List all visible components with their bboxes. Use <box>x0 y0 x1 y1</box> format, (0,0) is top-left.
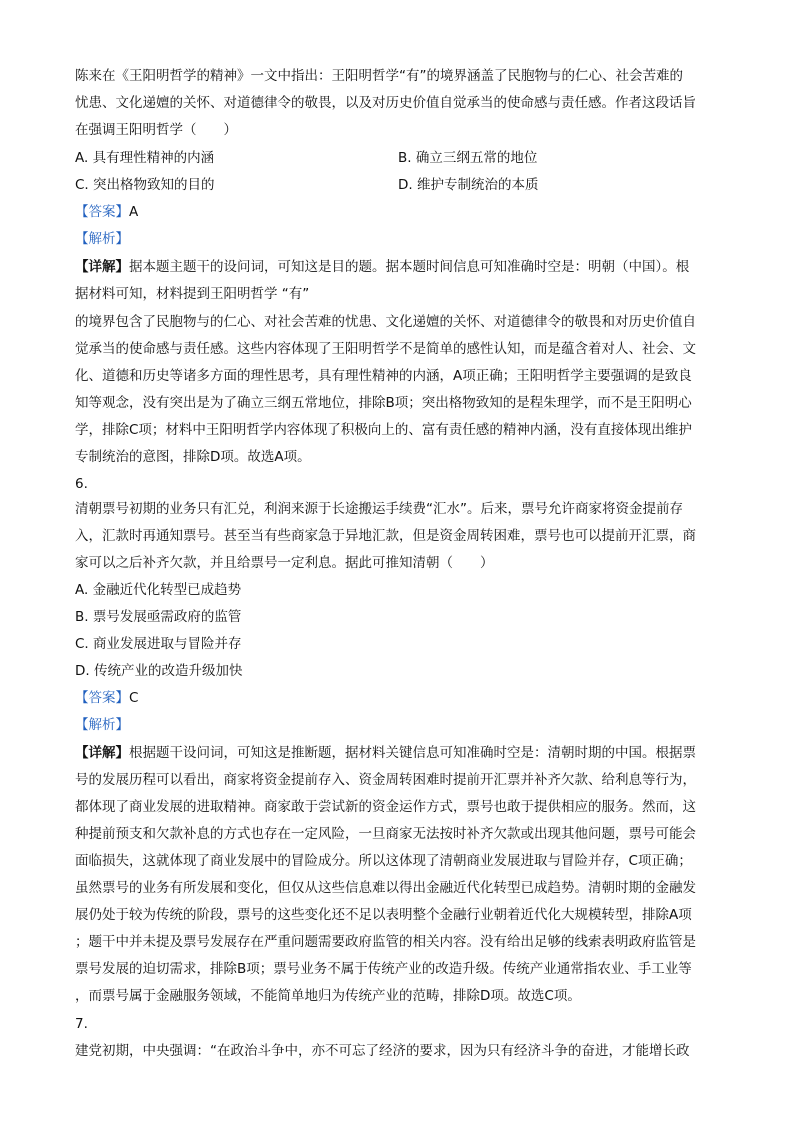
q6-detail-line: 虽然票号的业务有所发展和变化，但仅从这些信息难以得出金融近代化转型已成趋势。清朝时期的金融发 <box>75 880 696 896</box>
q6-detail-line: 都体现了商业发展的进取精神。商家敢于尝试新的资金运作方式，票号也敢于提供相应的服务。然而，这 <box>75 799 696 815</box>
q5-detail-line: 学，排除C项；材料中王阳明哲学内容体现了积极向上的、富有责任感的精神内涵，没有直接体现出维护 <box>75 422 692 438</box>
q5-detail-line: 觉承当的使命感与责任感。这些内容体现了王阳明哲学不是简单的感性认知，而是蕴含着对人、社会、文 <box>75 341 696 357</box>
detail-text: 根据题干设问词，可知这是推断题，据材料关键信息可知准确时空是：清朝时期的中国。根据票 <box>129 745 696 761</box>
q6-detail-line: ；题干中并未提及票号发展存在严重问题需要政府监管的相关内容。没有给出足够的线索表明政府监管是 <box>75 934 696 950</box>
q7-number: 7. <box>75 1016 88 1032</box>
q5-stem-line: 在强调王阳明哲学（ ） <box>75 122 237 138</box>
q5-detail-line: 专制统治的意图，排除D项。故选A项。 <box>75 449 311 465</box>
q6-option-c: C. 商业发展进取与冒险并存 <box>75 636 242 652</box>
q6-answer <box>75 688 138 708</box>
q7-stem-line: 建党初期，中央强调：“在政治斗争中，亦不可忘了经济的要求，因为只有经济斗争的奋进，才能增长政 <box>75 1043 690 1059</box>
q6-stem-line: 入，汇款时再通知票号。甚至当有些商家急于异地汇款，但是资金周转困难，票号也可以提前开汇票，商 <box>75 528 696 544</box>
q6-detail-line: 票号发展的迫切需求，排除B项；票号业务不属于传统产业的改造升级。传统产业通常指农业、手工业等 <box>75 961 692 977</box>
q5-detail-line: 化、道德和历史等诸多方面的理性思考，具有理性精神的内涵，A项正确；王阳明哲学主要强调的是致良 <box>75 368 692 384</box>
q6-option-a: A. 金融近代化转型已成趋势 <box>75 582 242 598</box>
answer-value: C <box>129 690 139 706</box>
q6-stem-line: 清朝票号初期的业务只有汇兑，利润来源于长途搬运手续费“汇水”。后来，票号允许商家将资金提前存 <box>75 501 683 517</box>
q5-analysis-tag: 【解析】 <box>75 231 129 247</box>
q5-option-b: B. 确立三纲五常的地位 <box>398 150 538 166</box>
q6-detail-line: 展仍处于较为传统的阶段，票号的这些变化还不足以表明整个金融行业朝着近代化大规模转型，排除A项 <box>75 907 692 923</box>
q6-detail-line: 种提前预支和欠款补息的方式也存在一定风险，一旦商家无法按时补齐欠款或出现其他问题，票号可能会 <box>75 826 696 842</box>
q5-stem-line: 陈来在《王阳明哲学的精神》一文中指出：王阳明哲学“有”的境界涵盖了民胞物与的仁心、社会苦难的 <box>75 68 683 84</box>
q6-detail-line <box>75 743 696 763</box>
q6-detail-line: 号的发展历程可以看出，商家将资金提前存入、资金周转困难时提前开汇票并补齐欠款、给利息等行为， <box>75 772 696 788</box>
answer-tag: 【答案】 <box>75 690 129 706</box>
q5-option-d: D. 维护专制统治的本质 <box>398 177 539 193</box>
q5-detail-line: 的境界包含了民胞物与的仁心、对社会苦难的忧患、文化递嬗的关怀、对道德律令的敬畏和对历史价值自 <box>75 314 696 330</box>
q6-stem-line: 家可以之后补齐欠款，并且给票号一定利息。据此可推知清朝（ ） <box>75 555 494 571</box>
q5-answer <box>75 202 138 222</box>
answer-value: A <box>129 204 139 220</box>
q6-analysis-tag: 【解析】 <box>75 717 129 733</box>
q5-detail-line: 知等观念，没有突出是为了确立三纲五常地位，排除B项；突出格物致知的是程朱理学，而不是王阳明心 <box>75 395 692 411</box>
q6-option-b: B. 票号发展亟需政府的监管 <box>75 609 242 625</box>
detail-tag: 【详解】 <box>75 745 129 761</box>
q5-detail-line: 据材料可知，材料提到王阳明哲学 “有” <box>75 286 310 302</box>
q5-option-a: A. 具有理性精神的内涵 <box>75 150 215 166</box>
detail-text: 据本题主题干的设问词，可知这是目的题。据本题时间信息可知准确时空是：明朝（中国）。根 <box>129 259 690 275</box>
detail-tag: 【详解】 <box>75 259 129 275</box>
q6-number: 6. <box>75 476 88 492</box>
q5-detail-line <box>75 257 689 277</box>
q5-stem-line: 忧患、文化递嬗的关怀、对道德律令的敬畏，以及对历史价值自觉承当的使命感与责任感。作者这段话旨 <box>75 95 696 111</box>
q6-detail-line: ，而票号属于金融服务领域，不能简单地归为传统产业的范畴，排除D项。故选C项。 <box>75 988 581 1004</box>
q5-option-c: C. 突出格物致知的目的 <box>75 177 215 193</box>
q6-option-d: D. 传统产业的改造升级加快 <box>75 663 243 679</box>
q6-detail-line: 面临损失，这就体现了商业发展中的冒险成分。所以这体现了清朝商业发展进取与冒险并存，C项正确； <box>75 853 692 869</box>
answer-tag: 【答案】 <box>75 204 129 220</box>
